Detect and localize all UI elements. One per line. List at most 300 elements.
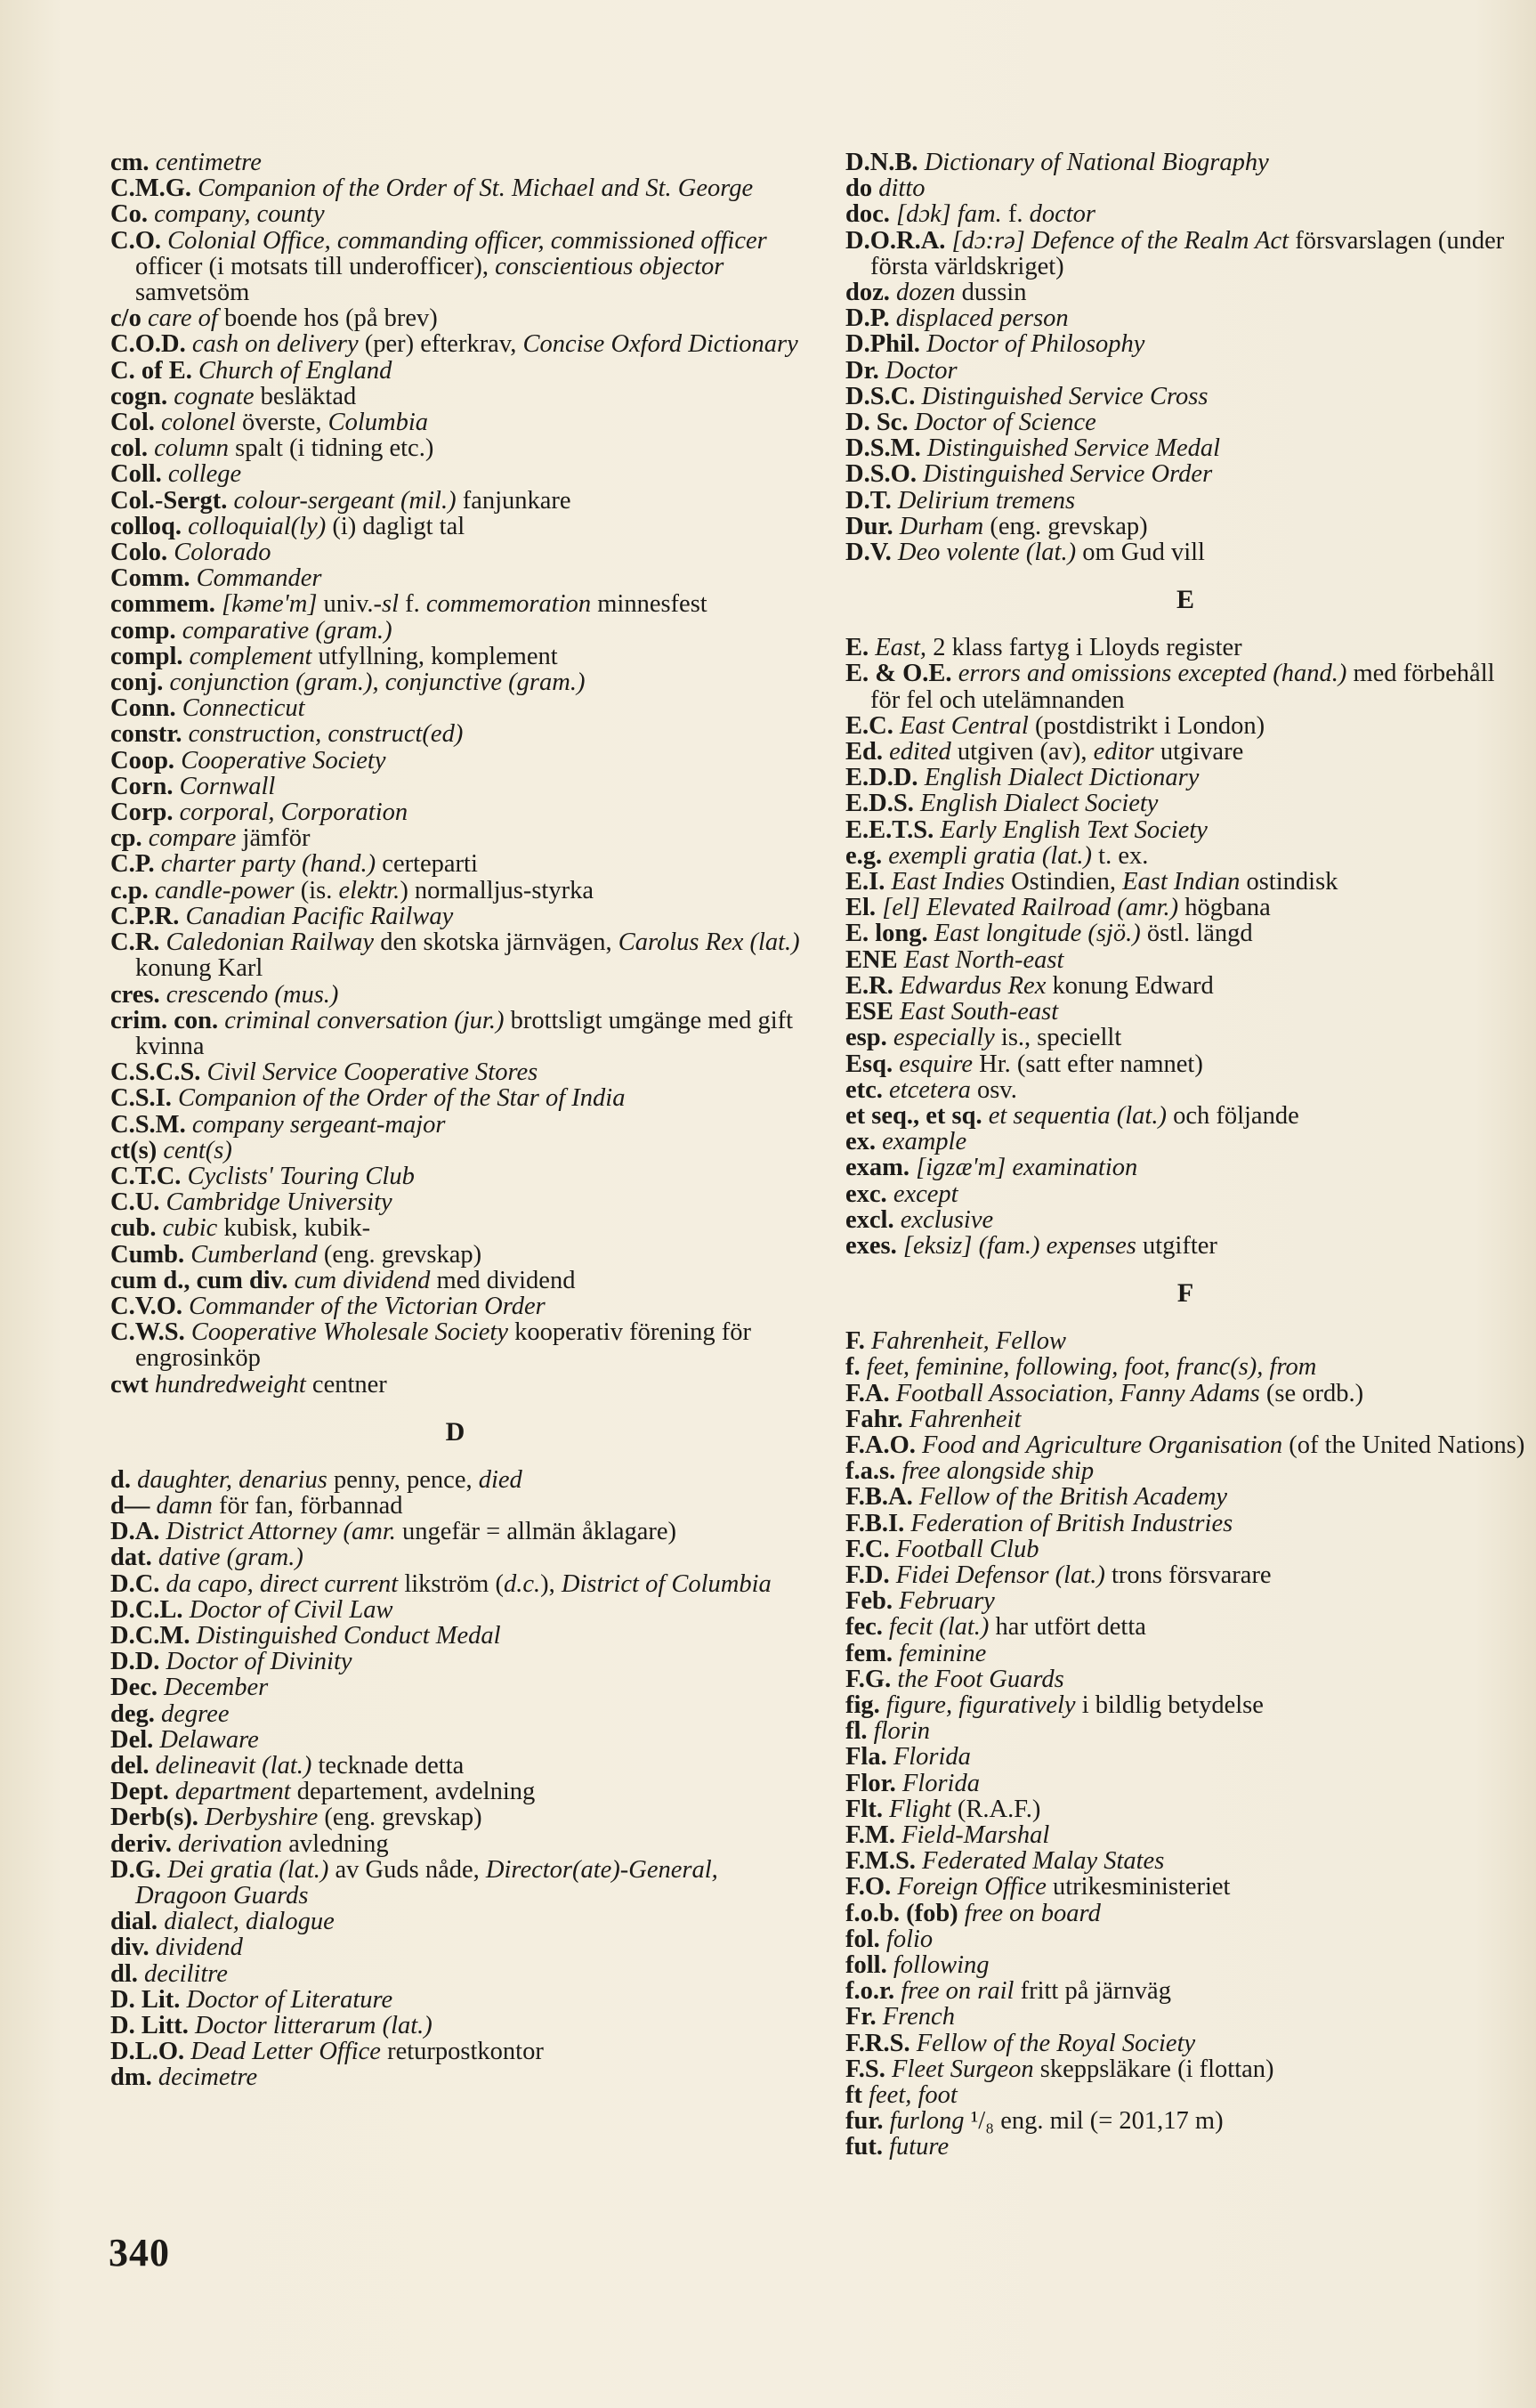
entry-headword: ESE [845,998,900,1026]
entry-translation: (eng. grevskap) [318,1804,482,1832]
entry-headword: F.O. [845,1873,898,1901]
entry-english: Canadian Pacific Railway [185,902,454,930]
entry-english: Distinguished Service Cross [921,382,1209,410]
dictionary-entry [845,739,1525,765]
entry-headword: cres. [110,980,166,1009]
entry-headword: D.N.B. [845,149,925,176]
entry-translation: kubisk, kubik- [217,1214,371,1243]
entry-headword: D.P. [845,304,896,333]
dictionary-entry [110,1987,800,2013]
dictionary-entry [110,565,800,591]
dictionary-entry [845,920,1525,946]
dictionary-entry [110,2039,800,2064]
entry-translation: avledning [282,1829,389,1858]
entry-english: corporal, Corporation [179,799,408,827]
entry-headword: crim. con. [110,1006,225,1034]
entry-english: colloquial(ly) [188,512,327,540]
entry-headword: F. [845,1327,872,1356]
entry-headword: D.O.R.A. [845,226,952,255]
entry-english: French [882,2003,955,2031]
entry-headword: F.G. [845,1665,898,1693]
entry-english: Edwardus Rex [899,971,1047,1000]
entry-translation: (eng. grevskap) [983,512,1148,540]
entry-headword: dm. [110,2063,158,2092]
dictionary-entry [845,1077,1525,1103]
dictionary-entry [110,1519,800,1545]
entry-translation: likström ( [398,1569,504,1598]
entry-english: Distinguished Service Order [923,460,1213,489]
entry-translation: samvetsöm [135,279,250,307]
entry-english: Durham [899,512,984,540]
entry-headword: F.A.O. [845,1431,923,1459]
dictionary-entry [845,1511,1525,1536]
entry-headword: f. [845,1353,867,1382]
dictionary-entry [110,1753,800,1779]
entry-headword: etc. [845,1075,890,1104]
entry-english: editor [1093,738,1154,766]
entry-translation: penny, pence, [327,1465,479,1494]
entry-translation: utgiven (av), [950,738,1094,766]
dictionary-entry [845,1614,1525,1640]
entry-headword: Coll. [110,460,168,489]
entry-english: Connecticut [182,694,305,723]
entry-english: Companion of the Order of the Star of India [178,1084,626,1113]
entry-headword: D.V. [845,539,898,567]
entry-translation: försvarslagen (under första världskriget) [870,226,1505,280]
entry-translation: univ.- [317,590,382,619]
entry-english: Cornwall [179,772,276,800]
dictionary-entry [110,1545,800,1570]
entry-english: Dictionary of National Biography [924,149,1269,176]
entry-translation: minnesfest [591,590,707,619]
dictionary-entry [110,488,800,514]
entry-headword: excl. [845,1205,901,1234]
entry-headword: D.C. [110,1569,166,1598]
entry-headword: d— [110,1491,157,1520]
dictionary-entry [845,1129,1525,1155]
entry-headword: F.D. [845,1561,896,1589]
dictionary-entry [845,1025,1525,1050]
entry-headword: C.P. [110,850,161,879]
entry-headword: commem. [110,590,222,619]
entry-translation: Ostindien, [1004,868,1123,896]
dictionary-entry [845,1381,1525,1407]
dictionary-entry [845,1484,1525,1510]
entry-translation: för fan, förbannad [212,1491,403,1520]
dictionary-entry [110,721,800,747]
entry-headword: f.o.b. (fob) [845,1899,965,1927]
dictionary-entry [845,305,1525,331]
entry-headword: C.O. [110,226,168,255]
dictionary-entry [110,514,800,539]
entry-headword: doz. [845,279,896,307]
entry-headword: deriv. [110,1829,178,1858]
entry-english: Early English Text Society [940,815,1208,844]
dictionary-entry [110,774,800,799]
dictionary-entry [110,1857,800,1909]
dictionary-entry [845,895,1525,920]
dictionary-entry [110,591,800,617]
dictionary-entry [110,1961,800,1987]
dictionary-entry [845,1155,1525,1180]
entry-english: Football Club [895,1535,1039,1563]
entry-english: Doctor of Philosophy [926,330,1145,359]
entry-english: Cyclists' Touring Club [187,1162,415,1190]
entry-headword: dl. [110,1959,145,1988]
entry-english: Cooperative Society [181,746,386,774]
entry-headword: D.S.O. [845,460,924,489]
entry-headword: d. [110,1465,138,1494]
dictionary-entry [110,1215,800,1241]
entry-translation: returpostkontor [380,2038,544,2066]
entry-headword: Colo. [110,539,174,567]
entry-english: damn [156,1491,213,1520]
entry-headword: C.S.M. [110,1110,192,1139]
entry-english: Colorado [174,539,271,567]
dictionary-entry [845,1796,1525,1822]
entry-english: care of [147,304,218,333]
entry-headword: Fr. [845,2003,883,2031]
entry-headword: Esq. [845,1050,900,1078]
entry-english: delineavit (lat.) [155,1751,312,1780]
entry-english: Cambridge University [166,1188,392,1217]
dictionary-entry [845,1952,1525,1978]
entry-headword: constr. [110,720,189,749]
entry-english: dividend [155,1934,243,1962]
entry-translation: (of the United Nations) [1282,1431,1525,1459]
entry-english: exclusive [900,1205,994,1234]
entry-translation: (R.A.F.) [950,1795,1041,1823]
entry-english: etcetera [889,1075,971,1104]
entry-headword: comp. [110,616,182,645]
entry-headword: E.R. [845,971,900,1000]
entry-translation: f. [1001,200,1030,229]
entry-headword: Fla. [845,1743,893,1772]
entry-headword: D.C.M. [110,1621,197,1650]
entry-translation: ostindisk [1240,868,1338,896]
entry-headword: Coop. [110,746,182,774]
entry-headword: C.S.I. [110,1084,179,1113]
entry-headword: Corp. [110,799,180,827]
entry-translation: skeppsläkare (i flottan) [1033,2055,1274,2083]
entry-english: Fellow of the British Academy [918,1483,1228,1512]
entry-english: derivation [178,1829,283,1858]
entry-english: East North-east [903,945,1064,974]
entry-english: Dead Letter Office [190,2038,381,2066]
entry-headword: foll. [845,1951,893,1979]
entry-translation: centner [305,1370,387,1399]
entry-english: Federated Malay States [922,1847,1165,1876]
entry-headword: fem. [845,1639,900,1667]
entry-english: Civil Service Cooperative Stores [206,1058,538,1087]
entry-headword: D.A. [110,1518,166,1546]
entry-headword: E.D.S. [845,790,920,818]
dictionary-entry [845,713,1525,739]
entry-english: [igzæ'm] examination [916,1154,1138,1182]
entry-headword: C.O.D. [110,330,192,359]
entry-english: [dɔk] fam. [896,200,1002,229]
entry-english: Colonial Office, commanding officer, commissioned officer [167,226,767,255]
dictionary-entry [845,1771,1525,1796]
entry-headword: e.g. [845,841,889,870]
dictionary-entry [110,669,800,695]
entry-english: cognate [174,382,255,410]
entry-headword: col. [110,434,155,463]
entry-english: Doctor [885,356,958,385]
entry-english: cash on delivery [191,330,359,359]
dictionary-entry [845,1848,1525,1874]
entry-translation: (per) efterkrav, [358,330,523,359]
entry-headword: D.L.O. [110,2038,191,2066]
entry-translation: spalt (i tidning etc.) [228,434,434,463]
dictionary-entry [845,1458,1525,1484]
entry-headword: Del. [110,1725,160,1754]
entry-headword: D.Phil. [845,330,927,359]
entry-english: East Indies [891,868,1005,896]
entry-headword: fol. [845,1925,886,1953]
dictionary-entry [110,1934,800,1960]
entry-english: colonel [161,409,236,437]
entry-translation: (is. [294,876,339,904]
entry-english: East Central [899,711,1029,740]
entry-headword: ex. [845,1128,883,1156]
entry-translation: utfyllning, komplement [311,642,558,670]
dictionary-entry [845,331,1525,357]
entry-english: fecit (lat.) [889,1613,990,1642]
entry-english: criminal conversation (jur.) [224,1006,505,1034]
entry-translation: t. ex. [1092,841,1149,870]
dictionary-entry [110,1831,800,1857]
entry-headword: doc. [845,200,896,229]
entry-english: cent(s) [163,1136,232,1164]
entry-translation: i bildlig betydelse [1075,1690,1264,1719]
dictionary-entry [845,1181,1525,1207]
entry-translation: (i) dagligt tal [326,512,465,540]
entry-english: [dɔ:rə] Defence of the Realm Act [951,226,1289,255]
entry-english: Derbyshire [205,1804,319,1832]
entry-translation: besläktad [254,382,357,410]
entry-english: company, county [154,200,325,229]
entry-english: Fahrenheit [909,1405,1022,1433]
entry-english: comparative (gram.) [182,616,392,645]
entry-headword: F.M. [845,1820,902,1849]
entry-headword: Conn. [110,694,182,723]
dictionary-entry [110,644,800,669]
entry-headword: exc. [845,1180,893,1208]
entry-headword: fig. [845,1690,886,1719]
dictionary-entry [110,228,800,306]
entry-headword: C.V.O. [110,1292,190,1320]
dictionary-entry [110,539,800,565]
entry-headword: deg. [110,1699,161,1728]
entry-headword: fl. [845,1717,874,1746]
dictionary-entry [845,2108,1525,2134]
entry-english: free alongside ship [901,1457,1095,1486]
entry-english: Cumberland [190,1240,318,1269]
dictionary-entry [110,435,800,461]
entry-english: free on rail [901,1977,1015,2006]
entry-headword: E.D.D. [845,764,925,792]
dictionary-entry [110,851,800,877]
entry-translation: osv. [970,1075,1017,1104]
entry-english: decimetre [158,2063,258,2092]
entry-headword: D.T. [845,486,898,515]
entry-english: et sequentia (lat.) [988,1101,1167,1130]
entry-english: East South-east [900,998,1059,1026]
entry-english: District Attorney (amr. [166,1518,396,1546]
entry-english: Doctor litterarum (lat.) [195,2012,433,2040]
dictionary-entry [845,461,1525,487]
entry-translation: jämför [236,824,311,853]
entry-english: doctor [1029,200,1096,229]
dictionary-entry [110,1268,800,1293]
entry-english: construction, construct(ed) [188,720,464,749]
entry-english: Fahrenheit, Fellow [871,1327,1067,1356]
entry-translation: och följande [1166,1101,1299,1130]
entry-headword: C.P.R. [110,902,186,930]
entry-english: Church of England [198,356,392,385]
entry-headword: E. long. [845,920,934,948]
entry-headword: div. [110,1934,156,1962]
entry-english: Columbia [327,409,429,437]
dictionary-entry [110,1085,800,1111]
dictionary-entry [110,1293,800,1319]
dictionary-entry [110,150,800,175]
entry-headword: do [845,174,879,203]
dictionary-entry [845,1328,1525,1354]
entry-english: District of Columbia [561,1569,772,1598]
entry-headword: El. [845,894,883,922]
entry-headword: cwt [110,1370,155,1399]
dictionary-entry [110,2013,800,2039]
dictionary-entry [110,461,800,487]
entry-english: English Dialect Dictionary [924,764,1200,792]
dictionary-entry [845,2056,1525,2082]
dictionary-entry [110,1163,800,1189]
entry-english: [el] Elevated Railroad (amr.) [882,894,1179,922]
entry-translation: den skotska järnvägen, [374,928,618,957]
entry-headword: E.I. [845,868,892,896]
section-letter-d: D [445,1416,465,1447]
entry-translation: departement, avdelning [290,1778,536,1806]
dictionary-entry [110,1138,800,1163]
entry-english: exempli gratia (lat.) [888,841,1093,870]
entry-headword: c/o [110,304,148,333]
entry-english: Delaware [159,1725,259,1754]
dictionary-entry [845,1666,1525,1692]
entry-translation: östl. längd [1140,920,1253,948]
dictionary-entry [845,1588,1525,1614]
dictionary-entry [110,1779,800,1804]
entry-headword: Col.-Sergt. [110,486,234,515]
entry-headword: Dr. [845,356,885,385]
entry-headword: F.B.I. [845,1509,911,1537]
dictionary-entry [110,1727,800,1753]
dictionary-entry [845,201,1525,227]
entry-english: conscientious objector [495,252,724,280]
dictionary-entry [845,1207,1525,1233]
entry-headword: fut. [845,2133,890,2161]
entry-headword: Flt. [845,1795,890,1823]
dictionary-entry [845,409,1525,435]
entry-english: dozen [896,279,956,307]
dictionary-entry [845,1718,1525,1744]
dictionary-entry [845,791,1525,816]
entry-english: hundredweight [154,1370,306,1399]
entry-headword: del. [110,1751,156,1780]
entry-english: East Indian [1122,868,1241,896]
entry-headword: F.B.A. [845,1483,919,1512]
dictionary-entry [845,150,1525,175]
entry-headword: exes. [845,1231,903,1260]
entry-english: Fleet Surgeon [892,2055,1034,2083]
entry-english: following [893,1951,990,1979]
entry-english: future [889,2133,950,2161]
entry-headword: ct(s) [110,1136,164,1164]
entry-headword: cub. [110,1214,163,1243]
entry-headword: D.C.L. [110,1595,190,1624]
entry-english: feet, feminine, following, foot, franc(s), from [866,1353,1317,1382]
dictionary-entry [845,1103,1525,1129]
entry-english: Fellow of the Royal Society [916,2029,1196,2057]
entry-headword: Derb(s). [110,1804,206,1832]
entry-headword: Flor. [845,1769,902,1797]
dictionary-entry [845,2134,1525,2160]
entry-headword: F.S. [845,2055,893,2083]
dictionary-entry [845,817,1525,843]
left-column [110,150,800,2091]
entry-headword: f.a.s. [845,1457,902,1486]
entry-english: centimetre [155,149,262,176]
dictionary-entry [110,1623,800,1649]
entry-translation: is., speciellt [994,1024,1122,1052]
dictionary-entry [845,1641,1525,1666]
entry-english: Dei gratia (lat.) [167,1855,329,1884]
entry-translation: Hr. (satt efter namnet) [973,1050,1203,1078]
entry-headword: E.C. [845,711,900,740]
dictionary-entry [845,514,1525,539]
right-column [845,150,1525,2161]
entry-headword: F.M.S. [845,1847,923,1876]
entry-english: Companion of the Order of St. Michael and St. George [198,174,754,203]
dictionary-entry [845,1901,1525,1926]
entry-headword: C.M.G. [110,174,198,203]
entry-headword: cp. [110,824,149,853]
entry-headword: compl. [110,642,190,670]
dictionary-entry [845,435,1525,461]
entry-headword: D. Litt. [110,2012,195,2040]
dictionary-entry [110,1059,800,1085]
entry-english: charter party (hand.) [160,850,376,879]
entry-english: column [154,434,229,463]
entry-english: East longitude (sjö.) [934,920,1141,948]
dictionary-entry [110,175,800,201]
entry-english: errors and omissions excepted (hand.) [958,660,1347,688]
entry-translation: utrikesministeriet [1046,1873,1231,1901]
entry-english: cubic [162,1214,218,1243]
entry-translation: med förbehåll för fel och utelämnanden [870,660,1495,714]
entry-translation: av Guds nåde, [328,1855,486,1884]
dictionary-entry [110,825,800,851]
entry-english: da capo, direct current [166,1569,399,1598]
dictionary-entry [845,228,1525,280]
dictionary-entry [110,1909,800,1934]
dictionary-entry [845,1874,1525,1900]
dictionary-entry [845,661,1525,712]
dictionary-entry [845,1978,1525,2004]
dictionary-entry [110,2064,800,2090]
entry-english: Concise Oxford Dictionary [522,330,798,359]
